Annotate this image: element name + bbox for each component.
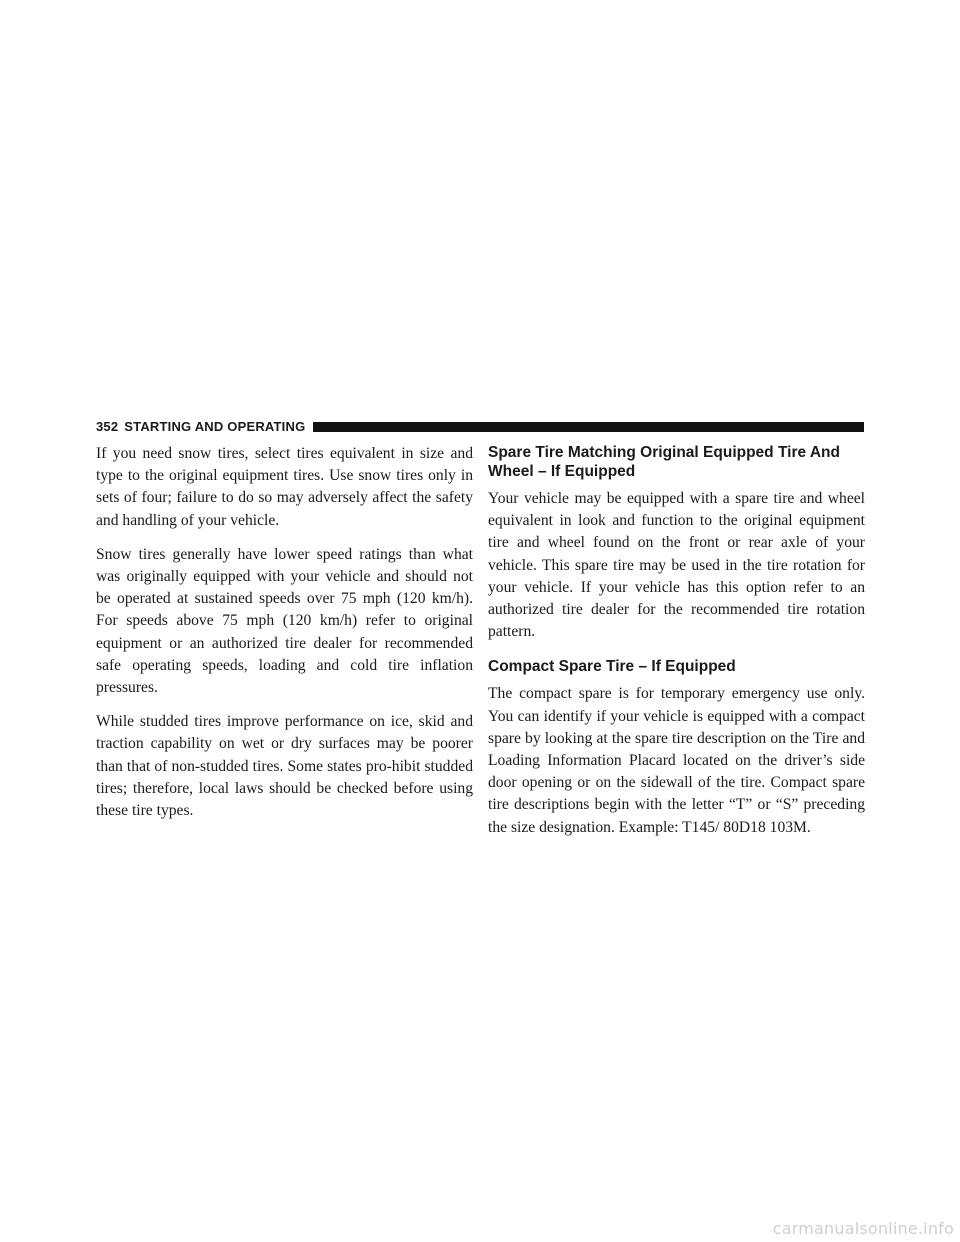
paragraph-compact-spare: The compact spare is for temporary emergency use only. You can identify if your vehicle is equipped with a compact spare by looking at the spare tire description on the Tire and Loading Information Placard located on the driver’s side door opening or on the sidewall of the tire. Compact spare tire descriptions begin with the letter “T” or “S” preceding the size designation. Example: T145/ 80D18 103M.: [488, 685, 865, 836]
page-number: 352: [96, 418, 119, 434]
watermark: carmanualsonline.info: [772, 1219, 954, 1238]
section-title: STARTING AND OPERATING: [124, 418, 306, 434]
paragraph-speed-ratings: Snow tires generally have lower speed ratings than what was originally equipped with your vehicle and should not be operated at sustained speeds over 75 mph (120 km/h). For speeds above 75 mph (120 km/h) refer to original equipment or an authorized tire dealer for recommended safe operating speeds, loading and cold tire inflation pressures.: [96, 545, 473, 697]
right-column: [488, 443, 865, 851]
left-column: [96, 443, 473, 834]
paragraph-studded-tires: While studded tires improve performance on ice, skid and traction capability on wet or dry surfaces may be poorer than that of non-studded tires. Some states pro-hibit studded tires; therefore, local laws should be checked before using these tire types.: [96, 713, 473, 820]
heading-matching-spare: Spare Tire Matching Original Equipped Tire And Wheel – If Equipped: [488, 444, 840, 480]
paragraph-snow-tires: If you need snow tires, select tires equivalent in size and type to the original equipment tires. Use snow tires only in sets of four; failure to do so may adversely affect the safety and handling of your vehicle.: [96, 445, 473, 529]
page-header: [96, 417, 864, 435]
paragraph-matching-spare: Your vehicle may be equipped with a spare tire and wheel equivalent in look and function to the original equipment tire and wheel found on the front or rear axle of your vehicle. This spare tire may be used in the tire rotation for your vehicle. If your vehicle has this option refer to an authorized tire dealer for the recommended tire rotation pattern.: [488, 490, 865, 641]
heading-compact-spare: Compact Spare Tire – If Equipped: [488, 658, 736, 676]
header-rule: [313, 422, 864, 432]
